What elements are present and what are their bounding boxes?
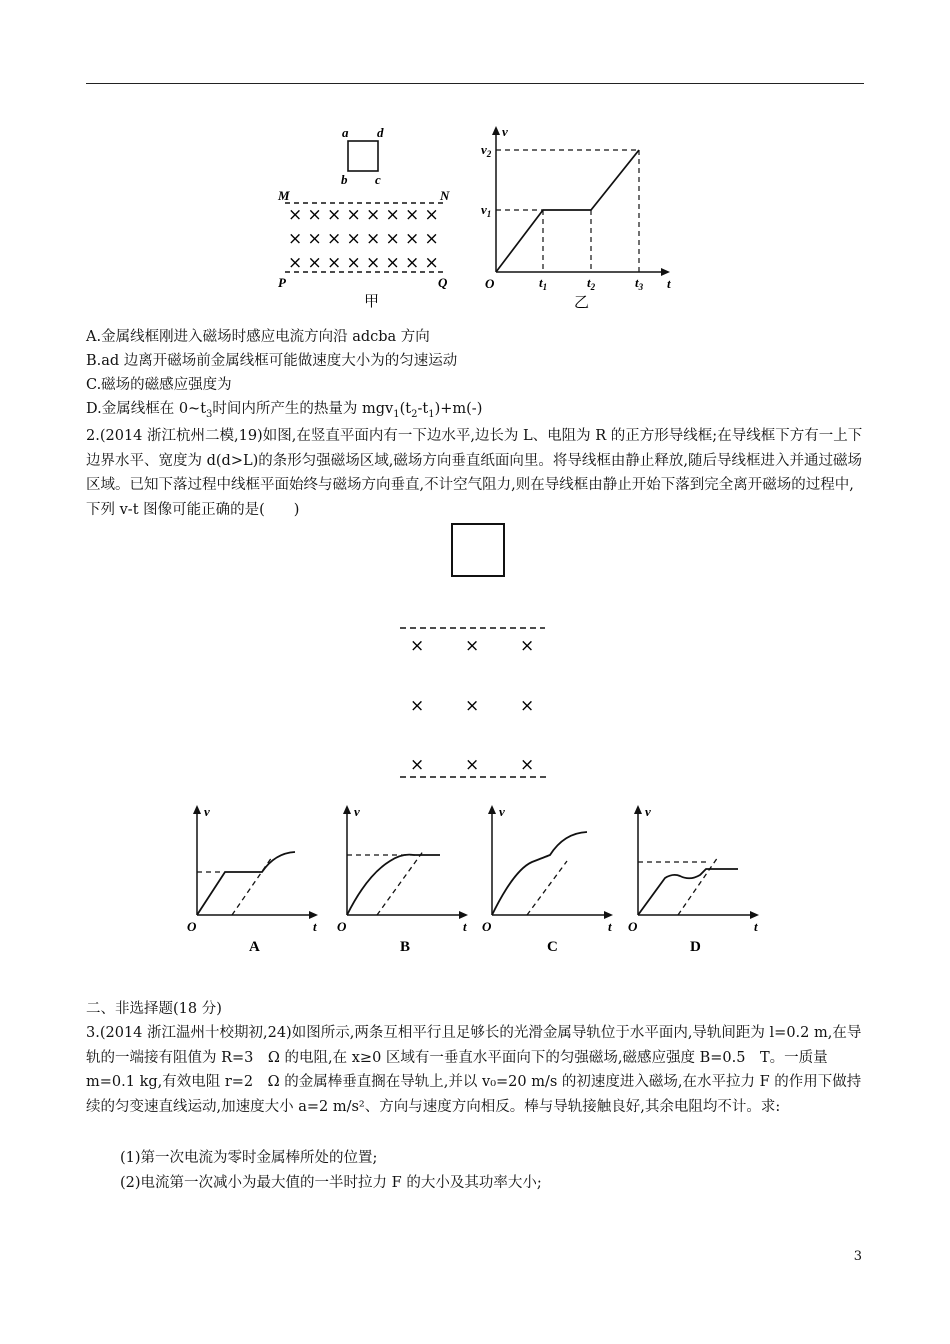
field-x-mark: × [405,253,420,273]
velocity-curve [638,869,738,915]
answer-graphs [0,790,950,965]
tick-t1: t1 [539,275,548,292]
page-number: 3 [853,1249,862,1264]
velocity-curve [496,150,639,272]
graph-A [187,804,318,955]
field-x-mark: × [307,229,322,249]
velocity-curve [347,855,440,915]
axis-label-t: t [463,919,467,934]
origin-O: O [482,919,492,934]
field-x-mark: × [366,205,381,225]
axis-label-v: v [502,124,508,139]
label-P: P [278,275,286,290]
graph-B [337,804,468,955]
v-axis-arrow [488,805,496,814]
origin-O: O [337,919,347,934]
label-N: N [440,188,450,203]
field-x-mark: × [288,253,303,273]
velocity-curve [492,832,587,915]
axis-label-v: v [354,804,360,819]
graph-caption: D [690,939,701,955]
figure-yi-vt-graph [481,124,671,311]
caption-jia: 甲 [364,294,380,310]
axis-label-v: v [645,804,651,819]
graph-C [482,804,613,955]
option-B: B.ad 边离开磁场前金属线框可能做速度大小为的匀速运动 [86,353,458,369]
t-axis-arrow [604,911,613,919]
magnetic-field-marks [288,205,439,273]
field-x-mark: × [424,229,439,249]
figure-2 [0,515,950,785]
field-x-mark: × [307,205,322,225]
field-x-mark: × [327,229,342,249]
field-x-mark: × [288,229,303,249]
v-axis-arrow [634,805,642,814]
corner-a: a [342,125,349,140]
wire-frame-square [348,141,378,171]
corner-b: b [341,172,348,187]
question-3-part-2: (2)电流第一次减小为最大值的一半时拉力 F 的大小及其功率大小; [120,1175,542,1191]
corner-d: d [377,125,384,140]
magnetic-field-marks [410,636,534,775]
corner-c: c [375,172,381,187]
field-x-mark: × [307,253,322,273]
tick-v1: v1 [481,202,492,219]
field-x-mark: × [366,229,381,249]
field-x-mark: × [385,229,400,249]
field-x-mark: × [385,253,400,273]
field-x-mark: × [288,205,303,225]
field-x-mark: × [410,636,425,656]
field-x-mark: × [410,696,425,716]
axis-label-v: v [499,804,505,819]
field-x-mark: × [520,636,535,656]
figure-jia [277,125,450,310]
field-x-mark: × [346,205,361,225]
field-x-mark: × [465,636,480,656]
t-axis-arrow [459,911,468,919]
section-heading: 二、非选择题(18 分) [86,1001,222,1017]
velocity-curve [197,852,295,915]
origin-O: O [485,276,495,291]
t-axis-arrow [309,911,318,919]
axis-label-t: t [667,276,671,291]
question-3-part-1: (1)第一次电流为零时金属棒所处的位置; [120,1150,378,1166]
tick-t2: t2 [587,275,596,292]
graph-caption: A [249,939,260,955]
field-x-mark: × [327,253,342,273]
question-2-text: 2.(2014 浙江杭州二模,19)如图,在竖直平面内有一下边水平,边长为 L、电阻为 R 的正方形导线框;在导线框下方有一上下边界水平、宽度为 d(d>L)的条形匀强磁场区域,磁场方向垂直纸面向里。将导线框由静止释放,随后导线框进入并通过磁场区域。已知下落过程中线框平面始终与磁场方向垂直,不计空气阻力,则在导线框由静止开始下落到完全离开磁场的过程中,下列 v-t 图像可能正确的是( ) [86,428,863,518]
figure-1 [0,0,950,320]
field-x-mark: × [327,205,342,225]
field-x-mark: × [424,253,439,273]
axis-label-t: t [313,919,317,934]
tick-t3: t3 [635,275,644,292]
option-D: D.金属线框在 $0\sim t_3$时间内所产生的热量为 $mgv_1(t_2-t_1)+m(-)$ [86,401,483,420]
label-Q: Q [438,275,448,290]
axis-label-t: t [608,919,612,934]
v-axis-arrow [193,805,201,814]
caption-yi: 乙 [574,295,590,311]
option-C: C.磁场的磁感应强度为 [86,377,232,393]
field-x-mark: × [424,205,439,225]
option-A: A.金属线框刚进入磁场时感应电流方向沿 adcba 方向 [86,329,430,345]
dashed-diagonal [527,861,567,915]
field-x-mark: × [385,205,400,225]
field-x-mark: × [366,253,381,273]
origin-O: O [628,919,638,934]
tick-v2: v2 [481,142,492,159]
field-x-mark: × [465,696,480,716]
graph-D [628,804,759,955]
field-x-mark: × [405,229,420,249]
question-3-text: 3.(2014 浙江温州十校期初,24)如图所示,两条互相平行且足够长的光滑金属导轨位于水平面内,导轨间距为 l=0.2 m,在导轨的一端接有阻值为 R=3 Ω 的电阻,在 x≥0 区域有一垂直水平面向下的匀强磁场,磁感应强度 B=0.5 T。一质量 m=0.1 kg,有效电阻 r=2 Ω 的金属棒垂直搁在导轨上,并以 v₀=20 m/s 的初速度进入磁场,在水平拉力 F 的作用下做持续的匀变速直线运动,加速度大小 a=2 m/s²、方向与速度方向相反。棒与导轨接触良好,其余电阻均不计。求: [86,1025,862,1115]
field-x-mark: × [520,696,535,716]
graph-caption: C [547,939,558,955]
field-x-mark: × [346,229,361,249]
axis-label-t: t [754,919,758,934]
axis-label-v: v [204,804,210,819]
falling-square-frame [452,524,504,576]
dashed-diagonal [678,857,718,915]
field-x-mark: × [410,755,425,775]
field-x-mark: × [465,755,480,775]
t-axis-arrow [661,268,670,276]
label-M: M [278,188,290,203]
field-x-mark: × [405,205,420,225]
field-x-mark: × [346,253,361,273]
graph-caption: B [400,939,411,955]
field-x-mark: × [520,755,535,775]
t-axis-arrow [750,911,759,919]
dashed-diagonal [377,850,424,915]
v-axis-arrow [343,805,351,814]
origin-O: O [187,919,197,934]
v-axis-arrow [492,126,500,135]
